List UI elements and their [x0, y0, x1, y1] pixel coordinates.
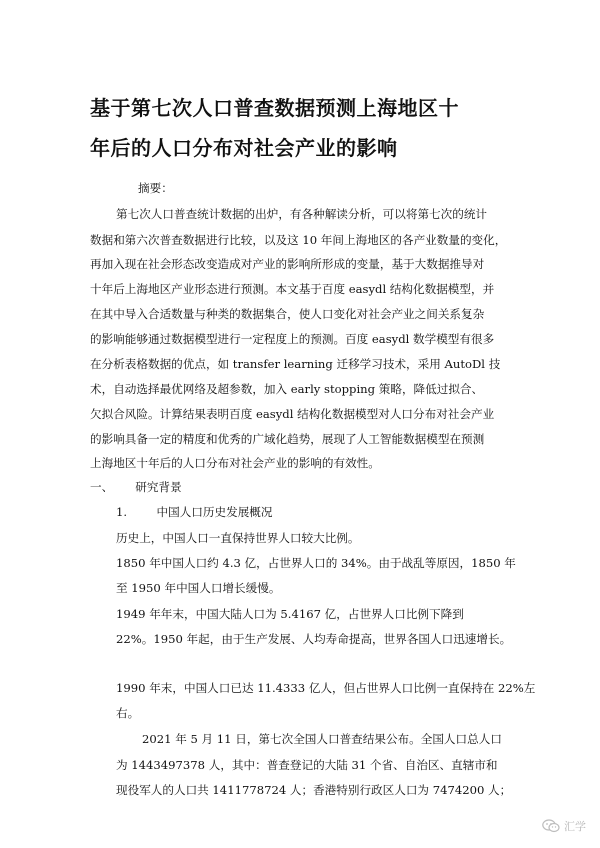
body-line: 为 1443497378 人，其中：普查登记的大陆 31 个省、自治区、直辖市和: [116, 758, 498, 772]
abstract-line: 上海地区十年后的人口分布对社会产业的影响的有效性。: [90, 456, 380, 470]
abstract-line: 再加入现在社会形态改变造成对产业的影响所形成的变量，基于大数据推导对: [90, 257, 485, 271]
body-line: 历史上，中国人口一直保持世界人口较大比例。: [116, 531, 360, 545]
section-heading: 一、 研究背景: [90, 480, 182, 494]
abstract-line: 的影响能够通过数据模型进行一定程度上的预测。百度 easydl 数学模型有很多: [90, 332, 495, 346]
abstract-line: 术，自动选择最优网络及超参数，加入 early stopping 策略，降低过拟合、: [90, 382, 484, 396]
abstract-line: 第七次人口普查统计数据的出炉，有各种解读分析，可以将第七次的统计: [116, 207, 488, 221]
body-line: 右。: [116, 706, 140, 720]
abstract-label: 摘要：: [138, 181, 173, 195]
watermark-text: 汇学: [564, 820, 586, 833]
subsection-heading: 1. 中国人口历史发展概况: [116, 505, 273, 519]
abstract-line: 在分析表格数据的优点，如 transfer learning 迁移学习技术，采用 AutoDl 技: [90, 357, 501, 371]
abstract-line: 的影响具备一定的精度和优秀的广域化趋势，展现了人工智能数据模型在预测: [90, 432, 485, 446]
body-line: 2021 年 5 月 11 日，第七次全国人口普查结果公布。全国人口总人口: [142, 732, 502, 746]
body-line: 至 1950 年中国人口增长缓慢。: [116, 581, 281, 595]
body-line: 22%。1950 年起，由于生产发展、人均寿命提高，世界各国人口迅速增长。: [116, 632, 512, 646]
body-line: 1949 年年末，中国大陆人口为 5.4167 亿，占世界人口比例下降到: [116, 607, 464, 621]
wechat-icon: [542, 819, 560, 833]
abstract-line: 欠拟合风险。计算结果表明百度 easydl 结构化数据模型对人口分布对社会产业: [90, 407, 495, 421]
title-line-1: 基于第七次人口普查数据预测上海地区十: [90, 96, 459, 120]
title-line-2: 年后的人口分布对社会产业的影响: [90, 136, 398, 160]
abstract-line: 数据和第六次普查数据进行比较，以及这 10 年间上海地区的各产业数量的变化，: [90, 233, 507, 247]
body-line: 1990 年末，中国人口已达 11.4333 亿人，但占世界人口比例一直保持在 22%左: [116, 681, 536, 695]
abstract-line: 在其中导入合适数量与种类的数据集合，使人口变化对社会产业之间关系复杂: [90, 307, 485, 321]
abstract-line: 十年后上海地区产业形态进行预测。本文基于百度 easydl 结构化数据模型，并: [90, 282, 495, 296]
body-line: 1850 年中国人口约 4.3 亿，占世界人口的 34%。由于战乱等原因，1850 年: [116, 556, 516, 570]
body-line: 现役军人的人口共 1411778724 人；香港特别行政区人口为 7474200 人；: [116, 783, 512, 797]
watermark: [542, 818, 586, 834]
